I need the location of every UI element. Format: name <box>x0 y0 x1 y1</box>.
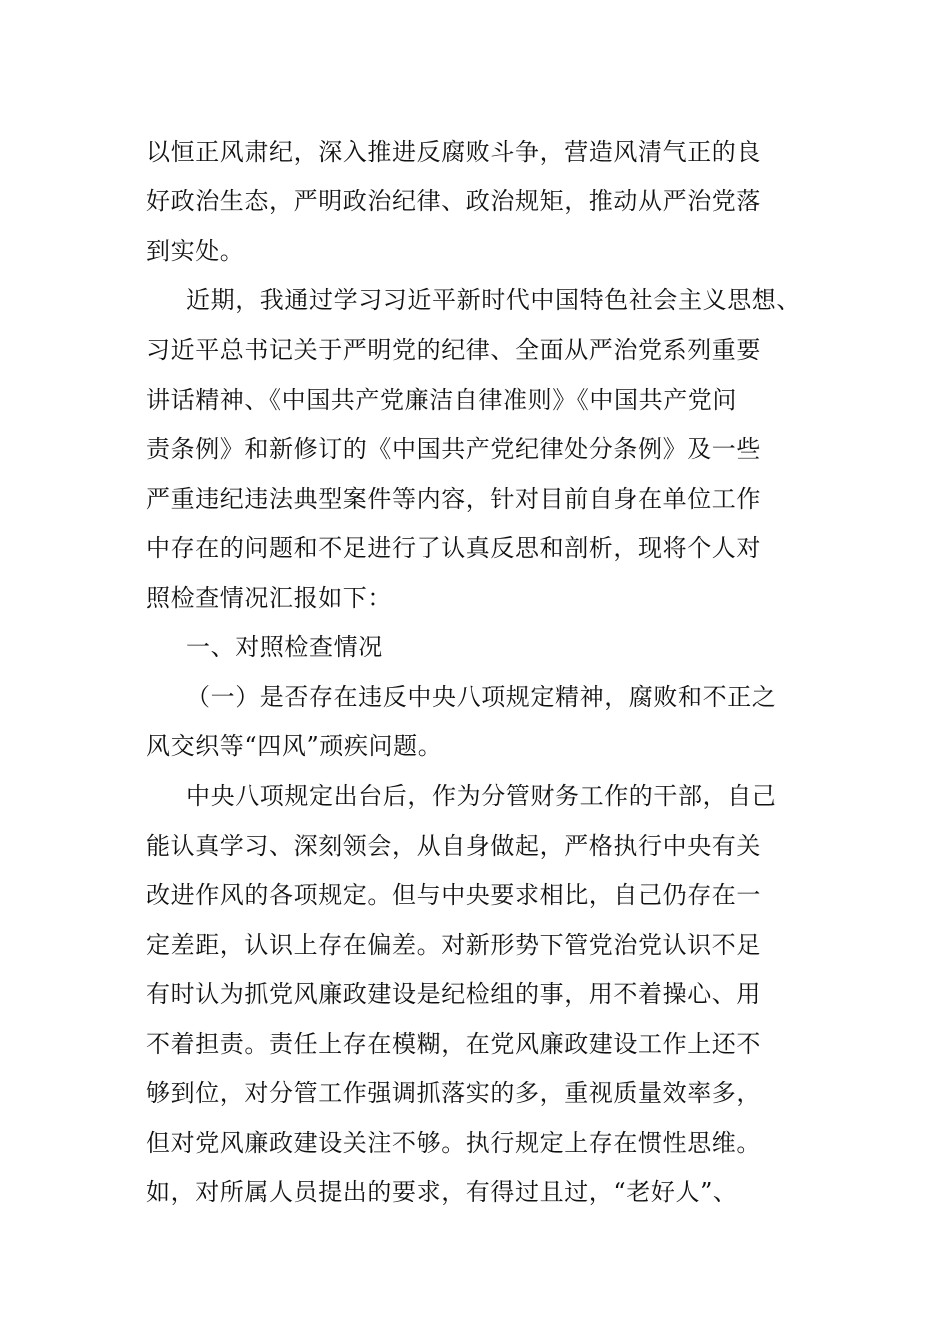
text-line-10: 照检查情况汇报如下： <box>146 584 392 612</box>
text-line-1: 以恒正风肃纪，深入推进反腐败斗争，营造风清气正的良 <box>146 138 761 166</box>
text-line-19: 不着担责。责任上存在模糊，在党风廉政建设工作上还不 <box>146 1030 761 1058</box>
text-line-7: 责条例》和新修订的《中国共产党纪律处分条例》及一些 <box>146 435 761 463</box>
text-line-14: 中央八项规定出台后，作为分管财务工作的干部，自己 <box>186 782 777 810</box>
text-line-15: 能认真学习、深刻领会，从自身做起，严格执行中央有关 <box>146 832 761 860</box>
text-line-2: 好政治生态，严明政治纪律、政治规矩，推动从严治党落 <box>146 187 761 215</box>
text-line-5: 习近平总书记关于严明党的纪律、全面从严治党系列重要 <box>146 336 761 364</box>
text-line-17: 定差距，认识上存在偏差。对新形势下管党治党认识不足 <box>146 931 761 959</box>
text-line-18: 有时认为抓党风廉政建设是纪检组的事，用不着操心、用 <box>146 980 761 1008</box>
subsection-heading-line-1: （一）是否存在违反中央八项规定精神，腐败和不正之 <box>186 683 777 711</box>
text-line-22: 如，对所属人员提出的要求，有得过且过，“老好人”、 <box>146 1178 738 1206</box>
section-heading: 一、对照检查情况 <box>186 633 383 661</box>
text-line-21: 但对党风廉政建设关注不够。执行规定上存在惯性思维。 <box>146 1129 761 1157</box>
text-line-20: 够到位，对分管工作强调抓落实的多，重视质量效率多， <box>146 1079 761 1107</box>
text-line-9: 中存在的问题和不足进行了认真反思和剖析，现将个人对 <box>146 534 761 562</box>
text-line-16: 改进作风的各项规定。但与中央要求相比，自己仍存在一 <box>146 881 761 909</box>
text-line-3: 到实处。 <box>146 237 245 265</box>
text-line-6: 讲话精神、《中国共产党廉洁自律准则》《中国共产党问 <box>146 386 737 414</box>
text-line-8: 严重违纪违法典型案件等内容，针对目前自身在单位工作 <box>146 485 761 513</box>
text-line-4: 近期，我通过学习习近平新时代中国特色社会主义思想、 <box>186 286 801 314</box>
subsection-heading-line-2: 风交织等“四风”顽疾问题。 <box>146 732 443 760</box>
